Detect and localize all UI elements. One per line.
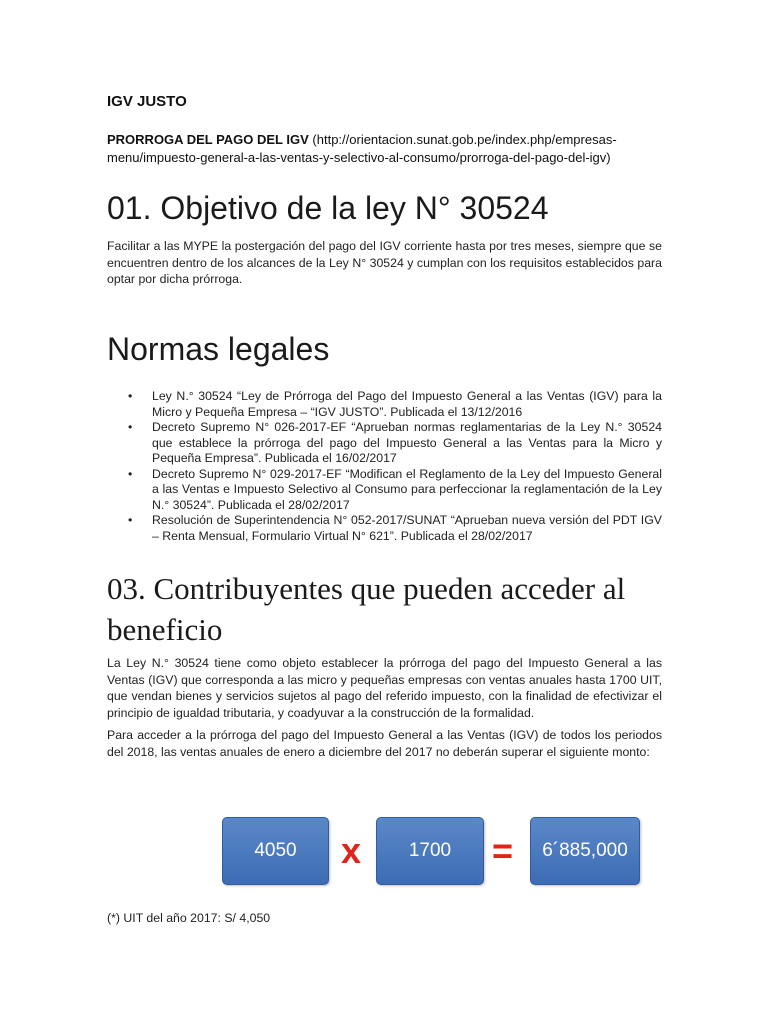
list-item <box>128 420 662 467</box>
multiply-icon: x <box>341 830 362 871</box>
list-item-text: Decreto Supremo N° 029-2017-EF “Modifican el Reglamento de la Ley del Impuesto General a las Ventas e Impuesto Selectivo al Consumo para perfeccionar la reglamentación de la Ley N.° 30524”. Publicada el 28/02/2017 <box>152 466 662 512</box>
uit-value-box: 4050 <box>222 817 329 885</box>
contribuyentes-paragraph-2: Para acceder a la prórroga del pago del Impuesto General a las Ventas (IGV) de todos los periodos del 2018, las ventas anuales de enero a diciembre del 2017 no deberán superar el siguiente monto: <box>107 728 662 759</box>
list-item <box>128 389 662 420</box>
objetivo-heading: 01. Objetivo de la ley N° 30524 <box>107 190 549 226</box>
list-item-text: Resolución de Superintendencia N° 052-2017/SUNAT “Aprueban nueva versión del PDT IGV – Renta Mensual, Formulario Virtual N° 621”. Publicada el 28/02/2017 <box>152 513 662 543</box>
result-box: 6´885,000 <box>530 817 640 885</box>
normas-heading: Normas legales <box>107 331 330 367</box>
list-item-text: Decreto Supremo N° 026-2017-EF “Aprueban normas reglamentarias de la Ley N.° 30524 que establece la prórroga del pago del Impuesto General a las Ventas para la Micro y Pequeña Empresa”. Publicada el 16/02/2017 <box>152 420 662 465</box>
list-item <box>128 513 662 544</box>
bullet-icon: • <box>128 420 133 434</box>
list-item-text: Ley N.° 30524 “Ley de Prórroga del Pago del Impuesto General a las Ventas (IGV) para la Micro y Pequeña Empresa – “IGV JUSTO”. Publicada el 13/12/2016 <box>152 389 662 419</box>
equals-icon: = <box>492 830 514 871</box>
prorroga-paragraph <box>107 131 667 167</box>
normas-list <box>107 389 662 544</box>
formula-diagram <box>222 817 642 885</box>
prorroga-url-link[interactable]: (http://orientacion.sunat.gob.pe/index.php/empresas-menu/impuesto-general-a-las-ventas-y-selectivo-al-consumo/prorroga-del-pago-del-igv) <box>107 132 617 165</box>
list-item <box>128 466 662 514</box>
bullet-icon: • <box>128 513 133 527</box>
prorroga-label: PRORROGA DEL PAGO DEL IGV <box>107 132 309 147</box>
objetivo-text: Facilitar a las MYPE la postergación del pago del IGV corriente hasta por tres meses, siempre que se encuentren dentro de los alcances de la Ley N° 30524 y cumplan con los requisitos establecidos para optar por dicha prórroga. <box>107 239 662 286</box>
uit-count-box: 1700 <box>376 817 484 885</box>
bullet-icon: • <box>128 466 133 481</box>
uit-footnote: (*) UIT del año 2017: S/ 4,050 <box>107 911 271 925</box>
contribuyentes-paragraph-1: La Ley N.° 30524 tiene como objeto establecer la prórroga del pago del Impuesto General a las Ventas (IGV) que corresponda a las micro y pequeñas empresas con ventas anuales hasta 1700 UIT, que vendan bienes y servicios sujetos al pago del referido impuesto, con la finalidad de efectivizar el principio de igualdad tributaria, y coadyuvar a la construcción de la formalidad. <box>107 656 662 720</box>
document-title: IGV JUSTO <box>107 93 187 110</box>
contribuyentes-heading: 03. Contribuyentes que pueden acceder al beneficio <box>107 571 626 647</box>
bullet-icon: • <box>128 389 133 403</box>
